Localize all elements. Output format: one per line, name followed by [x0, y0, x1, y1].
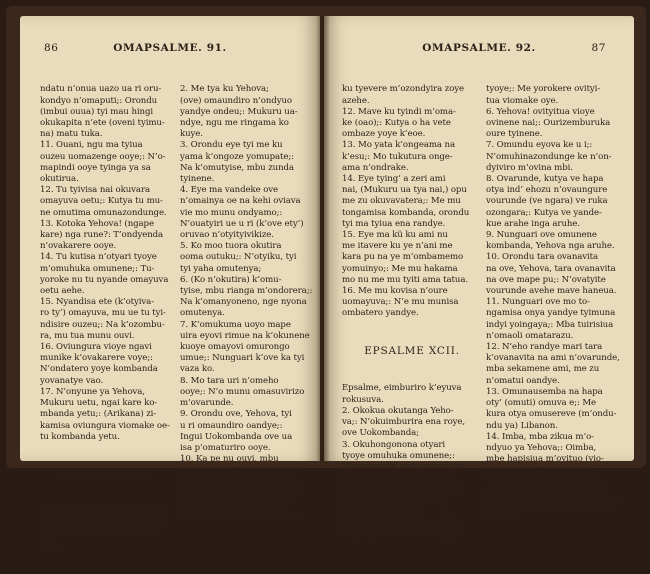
text-line: na ove mape pu;: N’ovatyite	[486, 274, 606, 285]
text-line: N’ondatero yoye kombanda	[40, 364, 158, 375]
text-line: 17. N’onyune ya Yehova,	[40, 386, 145, 397]
text-line: ove ovaengeli ve;: Kutya, ve	[180, 510, 299, 521]
text-line: omiti);	[486, 510, 514, 521]
text-line: 4. K’ongoma yomiko omu-	[342, 473, 453, 484]
text-line: ndisire ouzeu;: Na k’ozombu-	[40, 319, 165, 330]
text-line: 14. Eye tying’ a zeri ami	[342, 174, 446, 185]
text-line: vaza ko.	[180, 364, 215, 375]
text-line: indyi yoingaya;: Mba tuirisiua	[486, 319, 614, 330]
text-line: ke (oao);: Kutya o ha vete	[342, 118, 451, 129]
text-line: ndyuo ya Yehova;: Oimba,	[486, 442, 597, 453]
right-page-header	[324, 42, 634, 56]
page-number: 86	[44, 42, 59, 54]
text-line: 8. Mo tara uri n’omeho	[180, 375, 279, 386]
text-line: ooma outuku;: N’otyiku, tyi	[180, 252, 297, 263]
text-line: tyihihamire atyihe ke tyi na	[180, 476, 298, 487]
text-line: oetu aehe.	[40, 286, 85, 297]
text-line: n’omatui oandye.	[486, 375, 560, 386]
text-line: 16. Me mu kovisa n’oure	[342, 286, 448, 297]
running-title: OMAPSALME. 91.	[113, 42, 227, 54]
text-line: N’omuhinazondunge ke n’on-	[486, 151, 612, 162]
text-line: n’omaoli omatarazu.	[486, 330, 574, 341]
text-line: va;: N’okuimburira ena roye,	[342, 417, 466, 428]
text-line: ngamisa onya yandye tyimuna	[486, 308, 616, 319]
text-line: yovanatye vao.	[40, 375, 104, 386]
text-line: vourunde avehe mave haneua.	[486, 286, 617, 297]
text-line: mau pumaukire m’ove;: N’o-	[180, 465, 302, 476]
text-line: vie mo munu ondyamo;:	[180, 207, 285, 218]
text-line: ombaze yoye k’eoe.	[342, 129, 426, 140]
text-line: 2. Okokua okutanga Yeho-	[342, 405, 454, 416]
text-line: ndyuo ya) Mukuru uetu.	[486, 465, 589, 476]
text-line: 10. Ka pe nu ouvi, mbu	[180, 454, 279, 465]
text-line: omayuva oetu;: Kutya tu mu-	[40, 196, 163, 207]
text-line: 8. Ovarunde, kutya ve hapa	[486, 174, 604, 185]
right-column-2	[486, 62, 626, 544]
text-line: k’esu;: Mo tukutura onge-	[342, 151, 453, 162]
text-line: ne omutima omunazondunge.	[40, 207, 167, 218]
text-line: 3. Okuhongonona otyari	[342, 439, 445, 450]
text-line: ndye, ngu me ringama ko	[180, 118, 289, 129]
text-line: 12. Tu tyivisa nai okuvara	[40, 185, 150, 196]
text-line: 6. (Ko n’okutira) k’omu-	[180, 274, 282, 285]
text-line: m’omuhuka omunene;: Tu-	[40, 263, 155, 274]
text-line: u ri omaundiro oandye;:	[180, 420, 286, 431]
text-line: kuye.	[180, 129, 203, 140]
text-line: Na k’omutyise, mbu zunda	[180, 162, 294, 173]
left-page	[20, 16, 320, 551]
text-line: okutirua.	[40, 174, 79, 185]
text-line: 12. N’eho randye mari tara	[486, 342, 603, 353]
psalm-heading: EPSALME XCI.	[62, 468, 154, 481]
text-line: me zu okuvavatera;: Me mu	[342, 196, 461, 207]
text-line: N’ouatyiri ue u ri (k’ove ety’)	[180, 218, 304, 229]
text-line: kamisa oviungura viomake oe-	[40, 420, 170, 431]
text-line: ama n’ondrake.	[342, 162, 409, 173]
text-line: 4. Eye ma vandeke ove	[180, 185, 279, 196]
text-line: kondyo n’omaputi;: Orondu	[40, 95, 158, 106]
text-line: mba;: N’eimburiro, (ndyi	[342, 495, 448, 506]
left-column-1	[40, 62, 176, 574]
text-line: 3. Orondu eye tyi me ku	[180, 140, 283, 151]
text-line: umue;: Nunguari k’ove ka tyi	[180, 353, 305, 364]
text-line: zeu.	[40, 540, 58, 551]
text-line: 9. Orondu ove, Yehova, tyi	[180, 409, 292, 420]
text-line: 11. Orondu tyi ma rayere	[180, 498, 288, 509]
text-line: rokusuva.	[342, 394, 384, 405]
text-line: yomuinyo;: Me mu hakama	[342, 263, 458, 274]
text-line: yama k’ongoze yomupate;:	[180, 151, 297, 162]
text-line: otya ind’ ehozu n’ovaungure	[486, 185, 608, 196]
text-line: kare) nga rune?: T’ondyenda	[40, 230, 164, 241]
text-line: ra, mu tua munu ouvi.	[40, 330, 135, 341]
text-line: 16. Oviungura vioye ngavi	[40, 342, 152, 353]
text-line: ndyi nyandisire m’oviungura	[342, 529, 465, 540]
text-line: ombatero yandye.	[342, 308, 419, 319]
text-line: na m’ongurupiro yao;: N’ave	[486, 487, 609, 498]
text-line: kara ovanune n’ovatarazu (oty’	[486, 498, 619, 509]
left-page-header	[20, 42, 320, 56]
text-line: tyinene.	[180, 174, 215, 185]
text-line: me itavere ku ye n’ani me	[342, 241, 453, 252]
text-line: 15. Eye ma kü ku ami nu	[342, 230, 448, 241]
text-line: mo nu me mu tyiti ama tatua.	[342, 274, 468, 285]
text-line: vourunde (ve ngara) ve ruka	[486, 196, 608, 207]
page-number: 87	[591, 42, 606, 54]
text-line: kutumbuka k’otyitente tyoye.	[180, 487, 305, 498]
text-line: 14. Imba, mba zikua m’o-	[486, 431, 594, 442]
text-line: ove Uokombanda;	[342, 428, 419, 439]
text-line: (ove) omaundiro n’ondyuo	[180, 95, 292, 106]
text-line: isa p’omaturiro ooye.	[180, 442, 271, 453]
text-line: 12. Mave ku tyindi m’oma-	[342, 106, 456, 117]
text-line: Mukuru uetu, ngai kare ko-	[40, 398, 158, 409]
text-line: tua viomake oye.	[486, 95, 559, 106]
text-line: 15. Ouo mave hapisa oviria	[486, 476, 603, 487]
text-line: 13. Kotoka Yehova! (ngape	[40, 218, 154, 229]
text-line: 13. Mo yata k’ongeama na	[342, 140, 456, 151]
text-line: ooye;: N’o munu omasuvirizo	[180, 386, 305, 397]
text-line: yandye ondeu;: Mukuru ua-	[180, 106, 298, 117]
text-line: na) matu tuka.	[40, 129, 103, 140]
text-line: tyoye omuhuka omunene;:	[342, 450, 458, 461]
text-line: tyi ma tyiua ena randye.	[342, 218, 446, 229]
text-line: mba sekamene ami, me zu	[486, 364, 600, 375]
text-line: 14. Tu kutisa n’otyari tyoye	[40, 252, 157, 263]
text-line: rongo na k’ongoma yotyihu-	[342, 484, 462, 495]
text-line: okukapita n’ete (oveni tyimu-	[40, 118, 165, 129]
text-line: 11. Ouani, ngu ma tyiua	[40, 140, 143, 151]
text-line: 5. Ko moo tuora okutira	[180, 241, 282, 252]
text-line: n’ovakarere ooye.	[40, 241, 117, 252]
text-line: omutenya.	[180, 308, 225, 319]
text-line: ndatu n’onua uazo ua ri oru-	[40, 84, 162, 95]
book-gutter	[316, 16, 330, 461]
text-line: mbe hapisiua m’ovituo (vio-	[486, 454, 604, 465]
text-line: 10. Orondu tara ovanavita	[486, 252, 599, 263]
text-line: uomayuva;: N’e mu munisa	[342, 297, 459, 308]
open-book	[6, 6, 646, 551]
text-line: 13. Omunausemba na hapa	[486, 386, 603, 397]
text-line: (imbui ouua) tyi mau hingi	[40, 106, 154, 117]
text-line: ua rara m’omuzire uOmuzu-	[40, 529, 161, 540]
text-line: oty’ (omuti) omuva e;: Me	[486, 398, 597, 409]
text-line: kura otya omusereve (m’ondu-	[486, 409, 617, 420]
text-line: k’ovanavita na ami n’ovarunde,	[486, 353, 620, 364]
text-line: azehe.	[342, 95, 370, 106]
text-line: 7. K’omukuma uoyo mape	[180, 319, 291, 330]
text-line: uira eyovi rimue na k’okunene	[180, 330, 310, 341]
text-line: tyise, mbu rianga m’ondorera;:	[180, 286, 315, 297]
text-line: Ngu ma kara m’omaundikiro	[40, 506, 163, 517]
text-line: 5. Orondu ove, Yehova, ty’ue	[342, 517, 465, 528]
running-title: OMAPSALME. 92.	[422, 42, 536, 54]
text-line: Epsalme, eimburiro k’eyuva	[342, 383, 462, 394]
text-line: tu kombanda yetu.	[40, 431, 120, 442]
text-line: kara pu na ye m’ombamemo	[342, 252, 464, 263]
text-line: 9. Nunguari ove omunene	[486, 230, 597, 241]
text-line: m’ovarunde.	[180, 398, 234, 409]
text-line: ozongara;: Kutya ve yande-	[486, 207, 602, 218]
text-line: 11. Nunguari ove mo to-	[486, 297, 590, 308]
text-line: mapindi ooye tyinga ya sa	[40, 162, 151, 173]
text-line: ouzeu uomazenge ooye;: N’o-	[40, 151, 166, 162]
text-line: oruvao n’otyityivikize.	[180, 230, 274, 241]
text-line: ku tyevere m’ozondyira zoye	[342, 84, 465, 95]
text-line: 15. Nyandisa ete (k’otyiva-	[40, 297, 155, 308]
right-column-1	[342, 62, 482, 563]
text-line: uUokombanda;: Ma rire ngu	[40, 517, 162, 528]
text-line: N’omaustyiri ooye omautuku;	[342, 461, 469, 472]
text-line: dyiviro m’ovina mbi.	[486, 162, 573, 173]
text-line: nai, (Mukuru ua tya nai,) opu	[342, 185, 467, 196]
text-line: Ingui Uokombanda ove ua	[180, 431, 293, 442]
text-line: kombanda, Yehova nga aruhe.	[486, 241, 615, 252]
text-line: oure tyinene.	[486, 129, 543, 140]
text-line: 2. Me tya ku Yehova;	[180, 84, 269, 95]
text-line: na ove, Yehova, tara ovanavita	[486, 263, 616, 274]
text-line: 6. Yehova! ovityitua vioye	[486, 106, 595, 117]
text-line: tongamisa kombanda, orondu	[342, 207, 470, 218]
text-line: 7. Omundu eyova ke u i;:	[486, 140, 595, 151]
text-line: ro ty’) omayuva, mu ue tu tyi-	[40, 308, 166, 319]
text-line: munike k’ovakarere voye;:	[40, 353, 156, 364]
text-line: Na k’omanyoneno, nge nyona	[180, 297, 307, 308]
text-line: tyoye;: Me yorokere ovityi-	[486, 84, 601, 95]
text-line: mbanda yetu;: (Arikana) zi-	[40, 409, 157, 420]
text-line: ndu ya) Libanon.	[486, 420, 558, 431]
text-line: kue arahe inga aruhe.	[486, 218, 580, 229]
right-page	[324, 16, 634, 540]
text-line: tyi yaha omutenya;	[180, 263, 262, 274]
text-line: yoroke nu tu nyande omayuva	[40, 274, 169, 285]
text-line: kuoye omayovi omurongo	[180, 342, 290, 353]
text-line: n’omainya oe na kehi oviava	[180, 196, 301, 207]
text-line: ovinene nai;: Ourizemburuka	[486, 118, 611, 129]
text-line: tyitua) k’otyiharpe.	[342, 506, 424, 517]
left-column-2	[180, 62, 316, 544]
psalm-heading: EPSALME XCII.	[364, 345, 460, 358]
